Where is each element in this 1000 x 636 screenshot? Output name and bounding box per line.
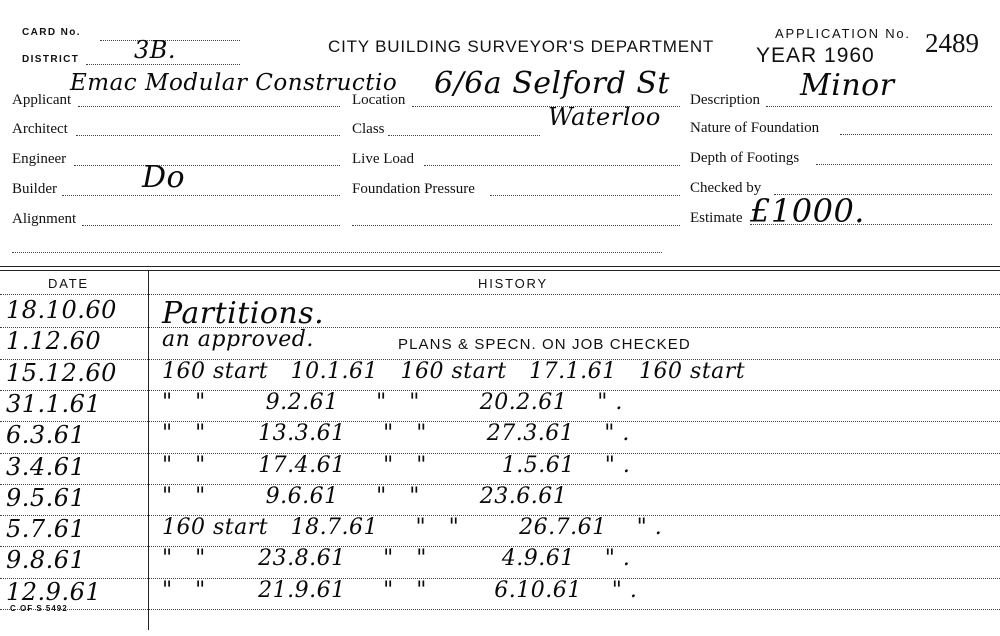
date-column-divider xyxy=(148,270,149,630)
year-label: YEAR 1960 xyxy=(756,44,875,67)
applicant-label: Applicant xyxy=(12,92,72,108)
history-entry: " " 9.6.61 " " 23.6.61 xyxy=(162,483,568,509)
engineer-line xyxy=(74,165,340,166)
class-line xyxy=(388,135,540,136)
table-top-rule-2 xyxy=(0,270,1000,271)
foundation-pressure-label: Foundation Pressure xyxy=(352,181,475,197)
history-date: 9.8.61 xyxy=(6,546,86,575)
form-code: C OF S 5492 xyxy=(10,604,68,613)
history-header: HISTORY xyxy=(478,276,548,291)
location-label: Location xyxy=(352,92,406,108)
applicant-line xyxy=(78,106,340,107)
history-date: 31.1.61 xyxy=(6,389,102,418)
header-line xyxy=(0,294,1000,295)
district-value: 3B. xyxy=(134,36,177,64)
table-top-rule xyxy=(0,266,1000,267)
history-entry: 160 start 18.7.61 " " 26.7.61 " . xyxy=(162,515,663,541)
history-entry: " " 23.8.61 " " 4.9.61 " . xyxy=(162,546,631,572)
history-entry: " " 21.9.61 " " 6.10.61 " . xyxy=(162,577,638,603)
history-row-line xyxy=(0,609,1000,610)
architect-line xyxy=(76,135,340,136)
history-entry: an approved. xyxy=(162,327,314,353)
history-date: 12.9.61 xyxy=(6,577,102,606)
location-value-suburb: Waterloo xyxy=(548,103,661,131)
history-date: 1.12.60 xyxy=(6,327,102,356)
blank-line xyxy=(352,225,680,226)
live-load-label: Live Load xyxy=(352,151,415,167)
history-typed-note: PLANS & SPECN. ON JOB CHECKED xyxy=(398,336,691,354)
estimate-label: Estimate xyxy=(690,210,743,226)
history-entry: " " 9.2.61 " " 20.2.61 " . xyxy=(162,389,623,415)
depth-of-footings-label: Depth of Footings xyxy=(690,150,800,166)
description-label: Description xyxy=(690,92,760,108)
department-title: CITY BUILDING SURVEYOR'S DEPARTMENT xyxy=(328,37,715,56)
architect-label: Architect xyxy=(12,121,68,137)
checked-by-label: Checked by xyxy=(690,180,762,196)
alignment-label: Alignment xyxy=(12,211,77,227)
nature-of-foundation-line xyxy=(840,134,992,135)
depth-of-footings-line xyxy=(816,164,992,165)
description-line xyxy=(766,106,992,107)
class-label: Class xyxy=(352,121,385,137)
applicant-value: Emac Modular Constructio xyxy=(70,70,398,96)
engineer-label: Engineer xyxy=(12,151,67,167)
history-entry: 160 start 10.1.61 160 start 17.1.61 160 start xyxy=(162,358,746,384)
history-date: 9.5.61 xyxy=(6,483,86,512)
card-no-label: CARD No. xyxy=(22,27,81,38)
history-entry: Partitions. xyxy=(162,296,325,331)
foundation-pressure-line xyxy=(490,195,680,196)
fields-bottom-line xyxy=(12,252,662,253)
alignment-line xyxy=(82,225,340,226)
history-entry: " " 17.4.61 " " 1.5.61 " . xyxy=(162,452,631,478)
description-value: Minor xyxy=(800,68,895,103)
district-line xyxy=(86,64,240,65)
builder-value: Do xyxy=(142,160,186,195)
district-label: DISTRICT xyxy=(22,54,80,65)
builder-label: Builder xyxy=(12,181,57,197)
location-value: 6/6a Selford St xyxy=(434,66,670,101)
date-header: DATE xyxy=(48,276,89,291)
application-number: 2489 xyxy=(925,28,979,58)
live-load-line xyxy=(424,165,680,166)
history-date: 15.12.60 xyxy=(6,358,117,387)
application-no-label: APPLICATION No. xyxy=(775,26,911,41)
history-row-line xyxy=(0,327,1000,328)
history-date: 3.4.61 xyxy=(6,452,86,481)
history-date: 6.3.61 xyxy=(6,421,86,450)
nature-of-foundation-label: Nature of Foundation xyxy=(690,120,820,136)
history-date: 5.7.61 xyxy=(6,515,86,544)
estimate-value: £1000. xyxy=(750,192,865,230)
history-entry: " " 13.3.61 " " 27.3.61 " . xyxy=(162,421,630,447)
builder-line xyxy=(62,195,340,196)
history-date: 18.10.60 xyxy=(6,296,117,324)
